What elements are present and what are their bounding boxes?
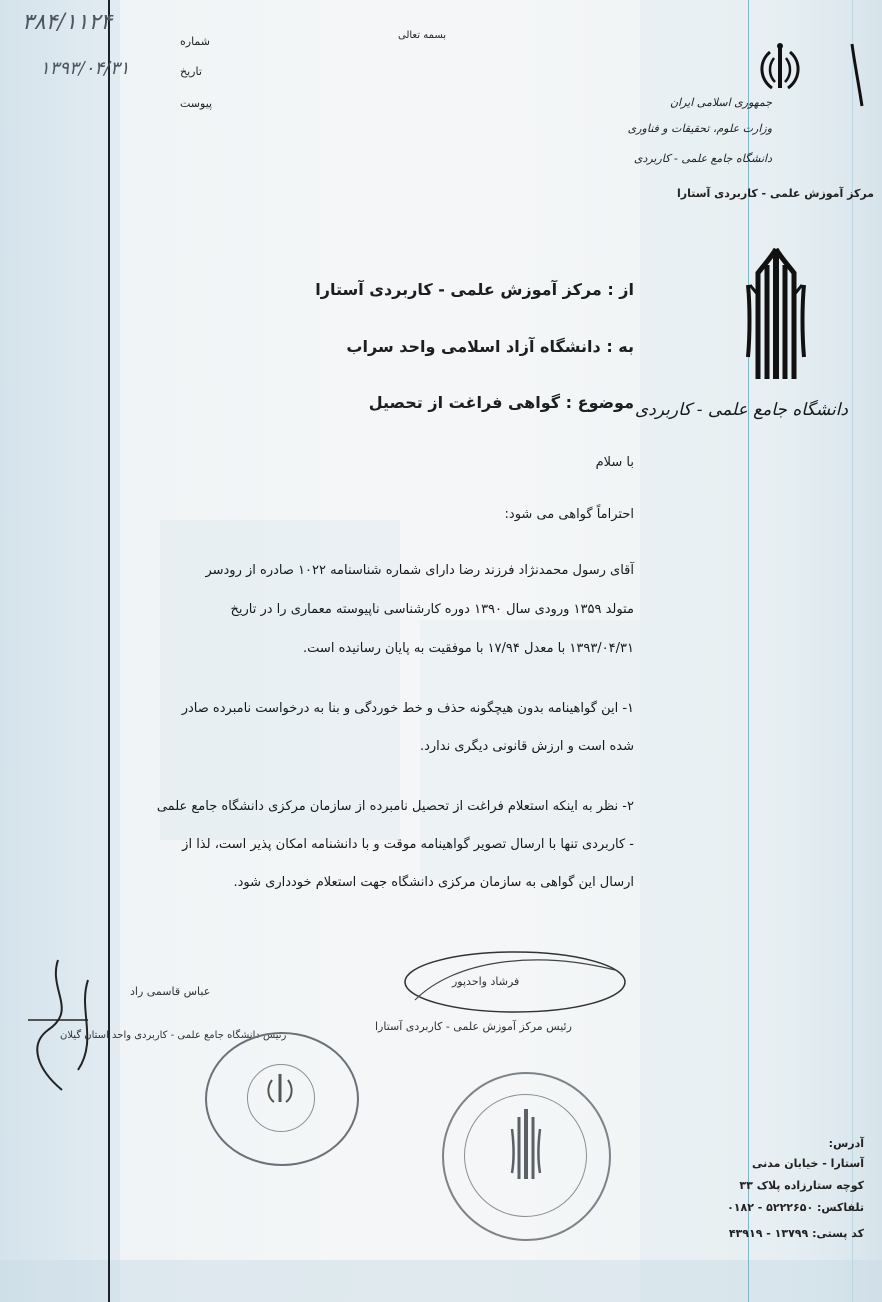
note-line: - کاربردی تنها با ارسال تصویر گواهینامه موقت و با دانشنامه امکان پذیر است، لذا از [182,837,634,852]
note-line: ۱- این گواهینامه بدون هیچگونه حذف و خط خوردگی و بنا به درخواست نامبرده صادر [181,701,634,716]
iran-emblem-icon [752,38,808,94]
handwritten-letter-date: ۱۳۹۳/۰۴/۳۱ [40,58,130,79]
page-edge-mark [846,40,866,110]
body-line: آقای رسول محمدنژاد فرزند رضا دارای شماره شناسنامه ۱۰۲۲ صادره از رودسر [205,563,634,578]
note-line: شده است و ارزش قانونی دیگری ندارد. [419,739,634,754]
address-line: آستارا - خیابان مدنی [752,1157,864,1170]
handwritten-letter-number: ۳۸۴/۱۱۲۴ [22,10,113,35]
left-signature-scribble [18,950,118,1100]
note-line: ارسال این گواهی به سازمان مرکزی دانشگاه جهت استعلام خودداری شود. [233,875,634,890]
date-label: تاریخ [180,65,202,78]
org-line-ministry: وزارت علوم، تحقیقات و فناوری [627,122,772,135]
university-logo-icon [740,245,812,385]
right-signer-name: فرشاد واحدپور [452,975,520,988]
org-line-university: دانشگاه جامع علمی - کاربردی [633,152,772,165]
number-label: شماره [180,35,211,48]
letter-intro: احتراماً گواهی می شود: [504,507,634,522]
university-name-calligraphy: دانشگاه جامع علمی - کاربردی [634,400,848,420]
left-seal-emblem-icon [262,1070,298,1106]
address-line: کوچه ستارزاده پلاک ۳۳ [739,1179,864,1192]
right-signer-title: رئیس مرکز آموزش علمی - کاربردی آستارا [375,1020,572,1033]
body-line: متولد ۱۳۵۹ ورودی سال ۱۳۹۰ دوره کارشناسی ناپیوسته معماری را در تاریخ [230,602,634,617]
attachment-label: پیوست [180,97,213,110]
address-line: کد پستی: ۱۳۷۹۹ - ۴۳۹۱۹ [728,1227,864,1240]
center-seal-logo-icon [506,1105,546,1185]
bismillah: بسمه تعالی [398,30,447,41]
body-line: ۱۳۹۳/۰۴/۳۱ با معدل ۱۷/۹۴ با موفقیت به پایان رسانیده است. [303,641,634,656]
left-signer-name: عباس قاسمی راد [130,985,211,998]
letter-greeting: با سلام [595,455,634,470]
letter-to: به : دانشگاه آزاد اسلامی واحد سراب [346,337,634,356]
left-signer-title: رئیس دانشگاه جامع علمی - کاربردی واحد استان گیلان [60,1030,287,1041]
address-line: تلفاکس: ۵۲۲۲۶۵۰ - ۰۱۸۲ [727,1201,864,1214]
note-line: ۲- نظر به اینکه استعلام فراغت از تحصیل نامبرده از سازمان مرکزی دانشگاه جامع علمی [156,799,634,814]
letter-from: از : مرکز آموزش علمی - کاربردی آستارا [315,280,634,299]
address-line: آدرس: [828,1137,864,1150]
center-name: مرکز آموزش علمی - کاربردی آستارا [677,187,874,200]
letter-subject: موضوع : گواهی فراغت از تحصیل [368,393,634,412]
scan-line-dark [108,0,110,1302]
org-line-country: جمهوری اسلامی ایران [669,96,772,109]
